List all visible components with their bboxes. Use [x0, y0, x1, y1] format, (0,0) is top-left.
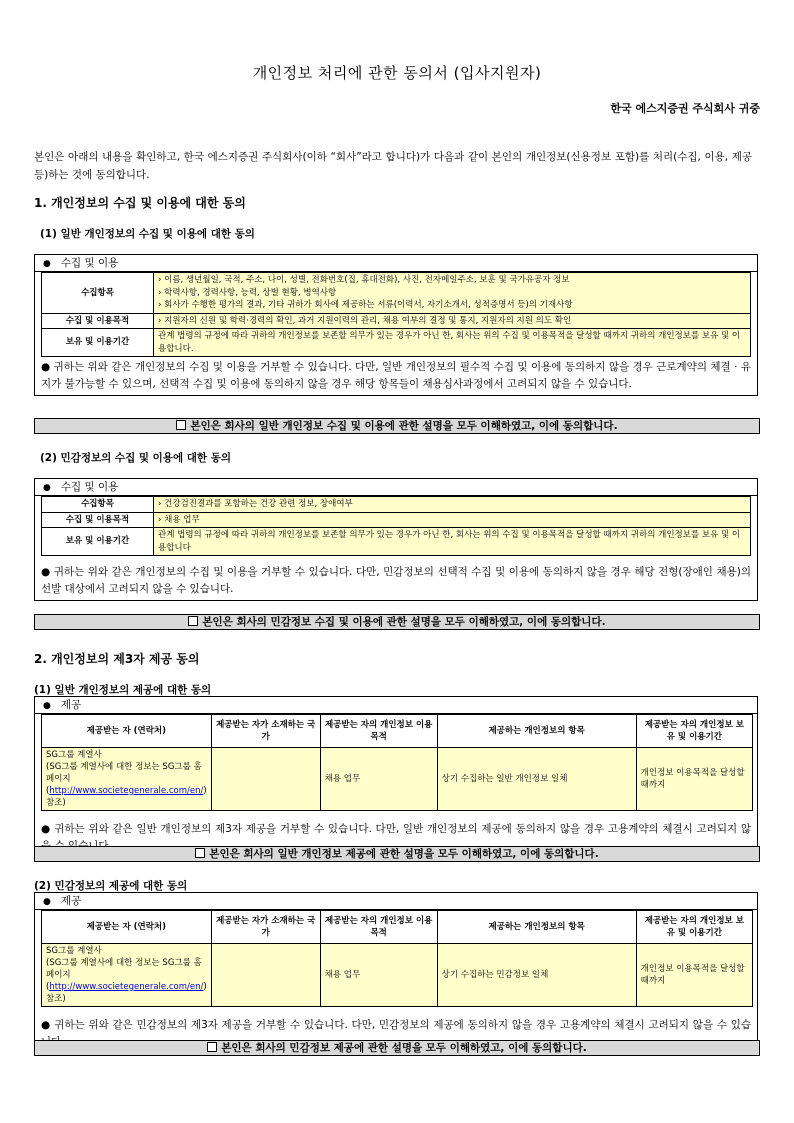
bullet-icon: ● — [43, 483, 51, 493]
list-item-text: 이름, 생년월일, 국적, 주소, 나이, 성별, 전화번호(집, 휴대전화), 사진, 전자메일주소, 보훈 및 국가유공자 정보 — [164, 275, 570, 285]
general-collection-box — [34, 254, 758, 396]
column-header: 제공받는 자가 소재하는 국가 — [211, 715, 320, 748]
cell-purpose: 채용 업무 — [320, 748, 437, 811]
box-header — [35, 893, 757, 910]
column-header: 제공하는 개인정보의 항목 — [437, 911, 636, 944]
provision-table — [41, 910, 753, 1007]
list-item-text: 회사가 수행한 평가의 결과, 기타 귀하가 회사에 제공하는 서류(이력서, 자기소개서, 성적증명서 등)의 기재사항 — [164, 300, 573, 310]
cell-period: 개인정보 이용목적을 달성할 때까지 — [636, 944, 752, 1007]
notice-text: ● 귀하는 위와 같은 민감정보의 제3자 제공을 거부할 수 있습니다. 다만, 민감정보의 제공에 동의하지 않을 경우 고용계약의 체결시 고려되지 않을 수 있습 — [41, 1019, 751, 1031]
row-value: › 지원자의 신원 및 학력·경력의 확인, 과거 지원이력의 관리, 채용 여부의 결정 및 통지, 지원자의 지원 의도 확인 — [154, 313, 751, 329]
agree-sensitive-collection[interactable] — [34, 614, 760, 630]
sensitive-collection-box — [34, 478, 758, 601]
general-provision-box — [34, 696, 758, 858]
table-header-row — [42, 715, 753, 748]
row-key: 보유 및 이용기간 — [42, 329, 154, 357]
agree-general-collection[interactable] — [34, 418, 760, 434]
box-header — [35, 255, 757, 272]
table-row — [42, 748, 753, 811]
recipient-info: (SG그룹 계열사에 대한 정보는 SG그룹 홈페이지 — [46, 762, 202, 784]
agree-sensitive-provision[interactable] — [34, 1040, 760, 1056]
list-item: › 회사가 수행한 평가의 결과, 기타 귀하가 회사에 제공하는 서류(이력서, 자기소개서, 성적증명서 등)의 기재사항 — [158, 300, 573, 310]
sg-homepage-link[interactable]: http://www.societegenerale.com/en/ — [49, 982, 204, 992]
table-row — [42, 329, 751, 357]
row-value: › 건강검진결과를 포함하는 건강 관련 정보, 장애여부 — [154, 497, 751, 513]
box-header — [35, 479, 757, 496]
row-key: 수집 및 이용목적 — [42, 512, 154, 528]
column-header: 제공받는 자가 소재하는 국가 — [211, 911, 320, 944]
list-item-text: 학력사항, 경력사항, 능력, 상벌 현황, 병역사항 — [164, 287, 337, 298]
table-row — [42, 313, 751, 329]
column-header: 제공받는 자의 개인정보 보유 및 이용기간 — [636, 911, 752, 944]
bullet-icon: ● — [43, 897, 51, 907]
list-item: › 이름, 생년월일, 국적, 주소, 나이, 성별, 전화번호(집, 휴대전화), 사진, 전자메일주소, 보훈 및 국가유공자 정보 — [158, 275, 570, 285]
table-row — [42, 528, 751, 556]
checkbox-icon[interactable] — [188, 616, 198, 626]
table-header-row — [42, 911, 753, 944]
column-header: 제공받는 자의 개인정보 이용목적 — [320, 715, 437, 748]
box-header — [35, 697, 757, 714]
list-item: › 학력사항, 경력사항, 능력, 상벌 현황, 병역사항 — [158, 287, 337, 298]
notice-text: ● 귀하는 위와 같은 개인정보의 수집 및 이용을 거부할 수 있습니다. 다만, 민감정보의 선택적 수집 및 이용에 동의하지 않을 경우 해당 전형(장애인 채용)의 선발 대상에서 고려되지 않을 수 있습니다. — [41, 566, 751, 595]
row-key: 수집항목 — [42, 497, 154, 513]
row-key: 보유 및 이용기간 — [42, 528, 154, 556]
row-key: 수집항목 — [42, 273, 154, 314]
box-header-label: 제공 — [60, 895, 82, 907]
bullet-icon: ● — [43, 701, 51, 711]
cell-recipient — [42, 748, 212, 811]
notice-text: ● 귀하는 위와 같은 개인정보의 수집 및 이용을 거부할 수 있습니다. 다만, 일반 개인정보의 필수적 수집 및 이용에 동의하지 않을 경우 근로계약의 체결 · 유지가 불가능할 수 있으며, 선택적 수집 및 이용에 동의하지 않을 경우 해당 항목들이 채용심사과정에서 고려되지 않을 수 있습니다. — [41, 361, 751, 390]
recipient-link-line: (http://www.societegenerale.com/en/) 참조) — [46, 786, 207, 808]
box-header-label: 수집 및 이용 — [60, 257, 119, 269]
row-key: 수집 및 이용목적 — [42, 313, 154, 329]
agree-general-provision[interactable] — [34, 846, 760, 862]
collection-table — [41, 496, 751, 556]
document-title: 개인정보 처리에 관한 동의서 (입사지원자) — [252, 64, 542, 82]
recipient-name: SG그룹 계열사 — [46, 750, 102, 760]
section1-sub2-heading: (2) 민감정보의 수집 및 이용에 대한 동의 — [40, 452, 231, 464]
agree-label: 본인은 회사의 일반 개인정보 수집 및 이용에 관한 설명을 모두 이해하였고, 이에 동의합니다. — [190, 420, 618, 432]
box-header-label: 수집 및 이용 — [60, 481, 119, 493]
column-header: 제공받는 자의 개인정보 이용목적 — [320, 911, 437, 944]
table-row — [42, 944, 753, 1007]
recipient-name: SG그룹 계열사 — [46, 946, 102, 956]
cell-items: 상기 수집하는 일반 개인정보 일체 — [437, 748, 636, 811]
list-item-text: 채용 업무 — [164, 514, 200, 525]
sensitive-provision-box — [34, 892, 758, 1054]
section2-heading: 2. 개인정보의 제3자 제공 동의 — [34, 652, 200, 666]
row-value: 관계 법령의 규정에 따라 귀하의 개인정보를 보존할 의무가 있는 경우가 아닌 한, 회사는 위의 수집 및 이용목적을 달성할 때까지 귀하의 개인정보를 보유 및 이용합니다 — [154, 528, 751, 556]
recipient-tail: ) 참조) — [46, 786, 207, 808]
row-value: › 채용 업무 — [154, 512, 751, 528]
checkbox-icon[interactable] — [195, 848, 205, 858]
table-row — [42, 512, 751, 528]
collection-table — [41, 272, 751, 357]
agree-label: 본인은 회사의 민감정보 수집 및 이용에 관한 설명을 모두 이해하였고, 이에 동의합니다. — [202, 616, 606, 628]
section1-heading: 1. 개인정보의 수집 및 이용에 대한 동의 — [34, 196, 246, 210]
column-header: 제공받는 자 (연락처) — [42, 911, 212, 944]
sg-homepage-link[interactable]: http://www.societegenerale.com/en/ — [49, 786, 204, 796]
recipient-link-line: (http://www.societegenerale.com/en/) 참조) — [46, 982, 207, 1004]
provision-table — [41, 714, 753, 811]
section2-sub1-heading: (1) 일반 개인정보의 제공에 대한 동의 — [34, 684, 212, 696]
row-value: 관계 법령의 규정에 따라 귀하의 개인정보를 보존할 의무가 있는 경우가 아닌 한, 회사는 위의 수집 및 이용목적을 달성할 때까지 귀하의 개인정보를 보유 및 이용합니다. — [154, 329, 751, 357]
agree-label: 본인은 회사의 민감정보 제공에 관한 설명을 모두 이해하였고, 이에 동의합니다. — [221, 1042, 587, 1054]
notice-text: ● 귀하는 위와 같은 일반 개인정보의 제3자 제공을 거부할 수 있습니다. 다만, 일반 개인정보의 제공에 동의하지 않을 경우 고용계약의 체결시 고려되지 않 — [41, 823, 751, 835]
column-header: 제공하는 개인정보의 항목 — [437, 715, 636, 748]
cell-country — [211, 944, 320, 1007]
cell-items: 상기 수집하는 민감정보 일체 — [437, 944, 636, 1007]
checkbox-icon[interactable] — [207, 1042, 217, 1052]
column-header: 제공받는 자 (연락처) — [42, 715, 212, 748]
cell-recipient — [42, 944, 212, 1007]
section1-sub1-heading: (1) 일반 개인정보의 수집 및 이용에 대한 동의 — [40, 228, 255, 240]
recipient-info: (SG그룹 계열사에 대한 정보는 SG그룹 홈페이지 — [46, 958, 202, 980]
table-row — [42, 497, 751, 513]
cell-country — [211, 748, 320, 811]
agree-label: 본인은 회사의 일반 개인정보 제공에 관한 설명을 모두 이해하였고, 이에 동의합니다. — [209, 848, 599, 860]
column-header: 제공받는 자의 개인정보 보유 및 이용기간 — [636, 715, 752, 748]
table-row — [42, 273, 751, 314]
cell-period: 개인정보 이용목적을 달성할 때까지 — [636, 748, 752, 811]
recipient-line: 한국 에스지증권 주식회사 귀중 — [610, 102, 760, 115]
row-value — [154, 273, 751, 314]
intro-paragraph: 본인은 아래의 내용을 확인하고, 한국 에스지증권 주식회사(이하 “회사”라고 합니다)가 다음과 같이 본인의 개인정보(신용정보 포함)를 처리(수집, 이용, 제공 등)하는 것에 동의합니다. — [34, 151, 752, 181]
cell-purpose: 채용 업무 — [320, 944, 437, 1007]
list-item-text: 건강검진결과를 포함하는 건강 관련 정보, 장애여부 — [164, 499, 353, 509]
section2-sub2-heading: (2) 민감정보의 제공에 대한 동의 — [34, 880, 188, 892]
box-header-label: 제공 — [60, 699, 82, 711]
list-item-text: 지원자의 신원 및 학력·경력의 확인, 과거 지원이력의 관리, 채용 여부의 결정 및 통지, 지원자의 지원 의도 확인 — [164, 315, 572, 326]
bullet-icon: ● — [43, 259, 51, 269]
checkbox-icon[interactable] — [176, 420, 186, 430]
recipient-tail: ) 참조) — [46, 982, 207, 1004]
